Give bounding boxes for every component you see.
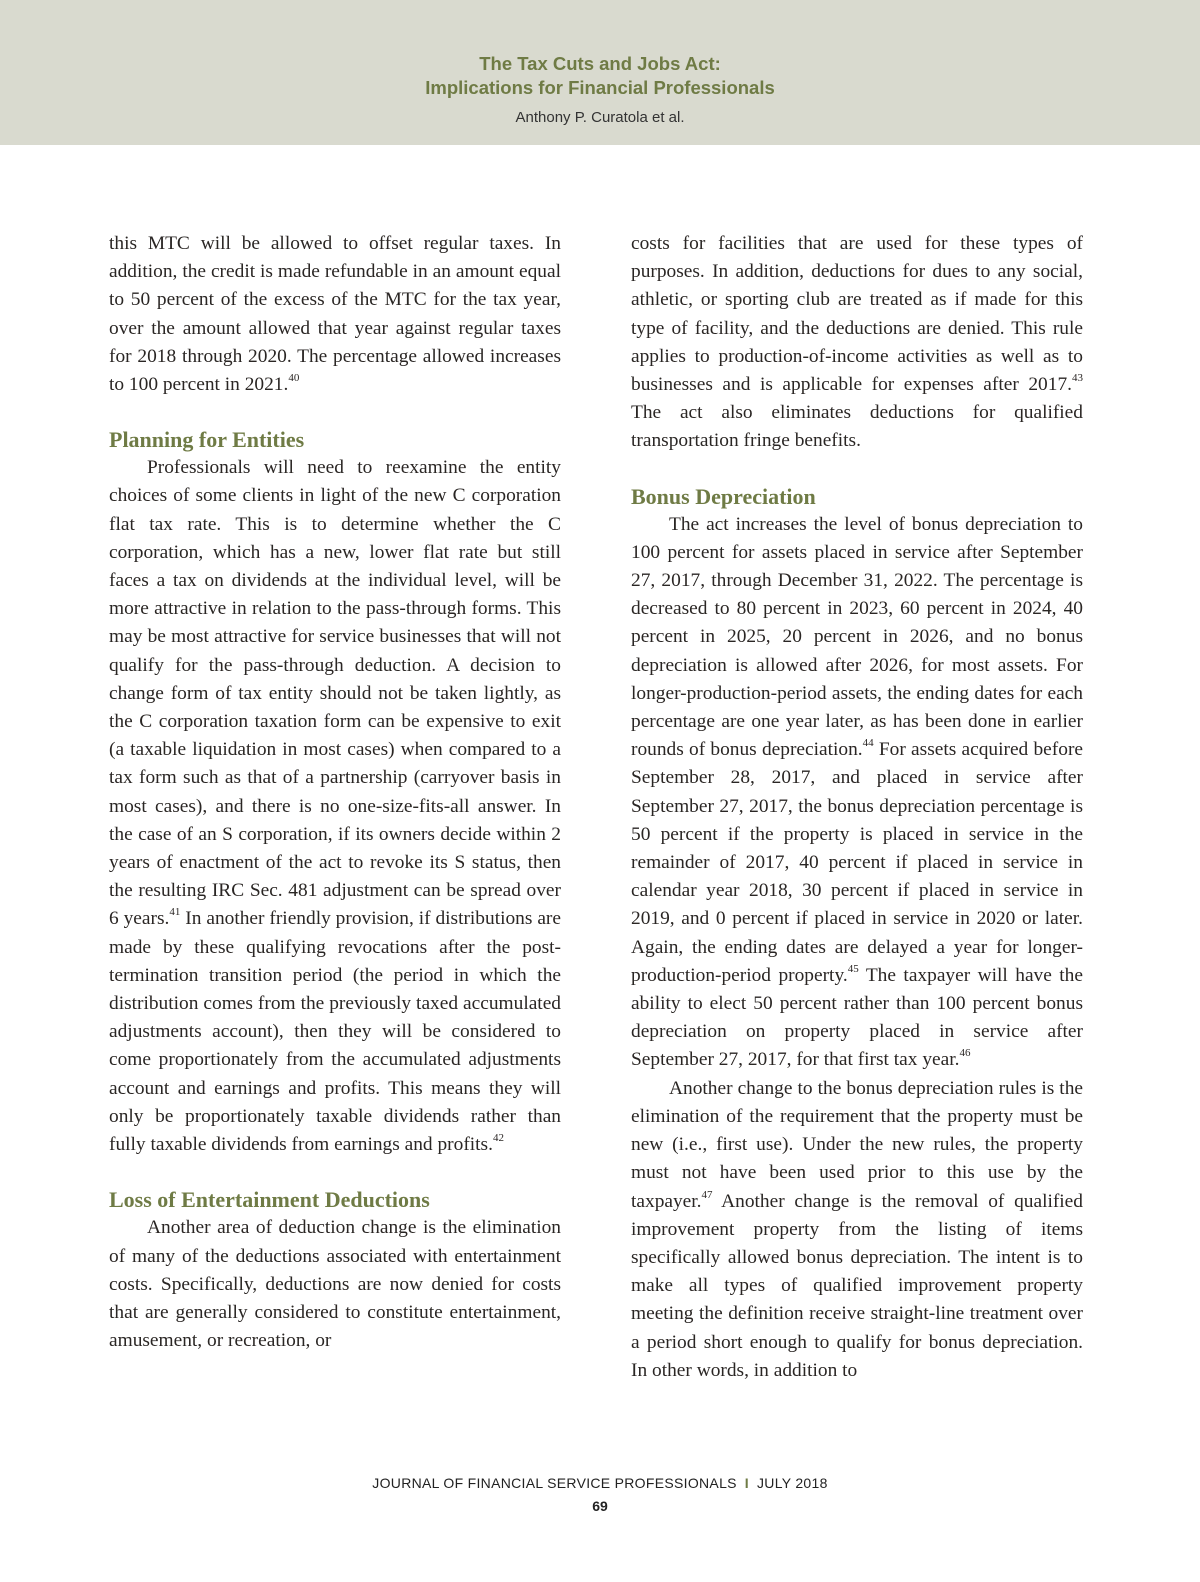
article-author: Anthony P. Curatola et al. (515, 109, 685, 126)
article-title-line2: Implications for Financial Professionals (425, 77, 775, 98)
footer-separator: I (744, 1475, 749, 1491)
page-number: 69 (592, 1498, 608, 1514)
section-heading-bonus: Bonus Depreciation (631, 483, 816, 509)
paragraph-entertainment: Another area of deduction change is the elimination of many of the deductions associated with entertainment costs. Specifically, deductions are now denied for costs that are generally considered to constitute entertainment, amusement, or recreation, or (109, 1217, 561, 1352)
right-column (631, 230, 1083, 1385)
footnote-ref: 45 (847, 962, 859, 975)
left-column (109, 230, 561, 1355)
footnote-ref: 43 (1072, 372, 1083, 385)
paragraph-bonus: The act increases the level of bonus depreciation to 100 percent for assets placed in service after September 27, 2017, through December 31, 2022. The percentage is decreased to 80 percent in 2023, 60 percent in 2024, 40 percent in 2025, 20 percent in 2026, and no bonus depreciation is allowed after 2026, for most assets. For longer-production-period assets, the ending dates for each percentage are one year later, as has been done in earlier rounds of bonus depreciation.$^{44}$ For assets acquired before September 28, 2017, and placed in service after September 27, 2017, the bonus depreciation percentage is 50 percent if the property is placed in service in the remainder of 2017, 40 percent if placed in service in calendar year 2018, 30 percent if placed in service in 2019, and 0 percent if placed in service in 2020 or later. Again, the ending dates are delayed a year for longer-production-period property.$^{45}$ The taxpayer will have the ability to elect 50 percent rather than 100 percent bonus depreciation on property placed in service after September 27, 2017, for that first tax year.$^{46}$ (631, 513, 1084, 1071)
footnote-ref: 40 (288, 372, 300, 385)
article-title-line1: The Tax Cuts and Jobs Act: (479, 53, 721, 74)
running-header (0, 0, 1200, 145)
journal-footer (0, 1475, 1200, 1491)
section-heading-entertainment: Loss of Entertainment Deductions (109, 1187, 430, 1213)
footnote-ref: 41 (169, 906, 181, 919)
footnote-ref: 47 (701, 1188, 713, 1201)
paragraph-mtc: this MTC will be allowed to offset regular taxes. In addition, the credit is made refundable in an amount equal to 50 percent of the excess of the MTC for the tax year, over the amount allowed that year against regular taxes for 2018 through 2020. The percentage allowed increases to 100 percent in 2021.40 (109, 233, 561, 396)
paragraph-planning: Professionals will need to reexamine the entity choices of some clients in light of the new C corporation flat tax rate. This is to determine whether the C corporation, which has a new, lower flat rate but still faces a tax on dividends at the individual level, will be more attractive in relation to the pass-through forms. This may be most attractive for service businesses that will not qualify for the pass-through deduction. A decision to change form of tax entity should not be taken lightly, as the C corporation taxation form can be expensive to exit (a taxable liquidation in most cases) when compared to a tax form such as that of a partnership (carryover basis in most cases), and there is no one-size-fits-all answer. In the case of an S corporation, if its owners decide within 2 years of enactment of the act to revoke its S status, then the resulting IRC Sec. 481 adjustment can be spread over 6 years.$^{41}$ In another friendly provision, if distributions are made by these qualifying revocations after the post-termination transition period (the period in which the distribution comes from the previously taxed accumulated adjustments account), then they will be considered to come proportionately from the accumulated adjustments account and earnings and profits. This means they will only be proportionately taxable dividends rather than fully taxable dividends from earnings and profits.$^{42}$ (109, 457, 561, 1156)
footnote-ref: 42 (492, 1132, 504, 1145)
footnote-ref: 46 (959, 1047, 971, 1060)
footnote-ref: 44 (862, 737, 874, 750)
section-heading-planning: Planning for Entities (109, 427, 305, 453)
paragraph-facilities: costs for facilities that are used for these types of purposes. In addition, deductions for dues to any social, athletic, or sporting club are treated as if made for this type of facility, and the deductions are denied. This rule applies to production-of-income activities as well as to businesses and is applicable for expenses after 2017.43 The act also eliminates deductions for qualified transportation fringe benefits. (631, 233, 1083, 452)
journal-name: JOURNAL OF FINANCIAL SERVICE PROFESSIONALS (372, 1475, 737, 1491)
paragraph-bonus-changes: Another change to the bonus depreciation rules is the elimination of the requirement that the property must be new (i.e., first use). Under the new rules, the property must not have been used prior to this use by the taxpayer.$^{47}$ Another change is the removal of qualified improvement property from the listing of items specifically allowed bonus depreciation. The intent is to make all types of qualified improvement property meeting the definition receive straight-line treatment over a period short enough to qualify for bonus depreciation. In other words, in addition to (631, 1077, 1083, 1381)
issue-date: JULY 2018 (757, 1475, 828, 1491)
